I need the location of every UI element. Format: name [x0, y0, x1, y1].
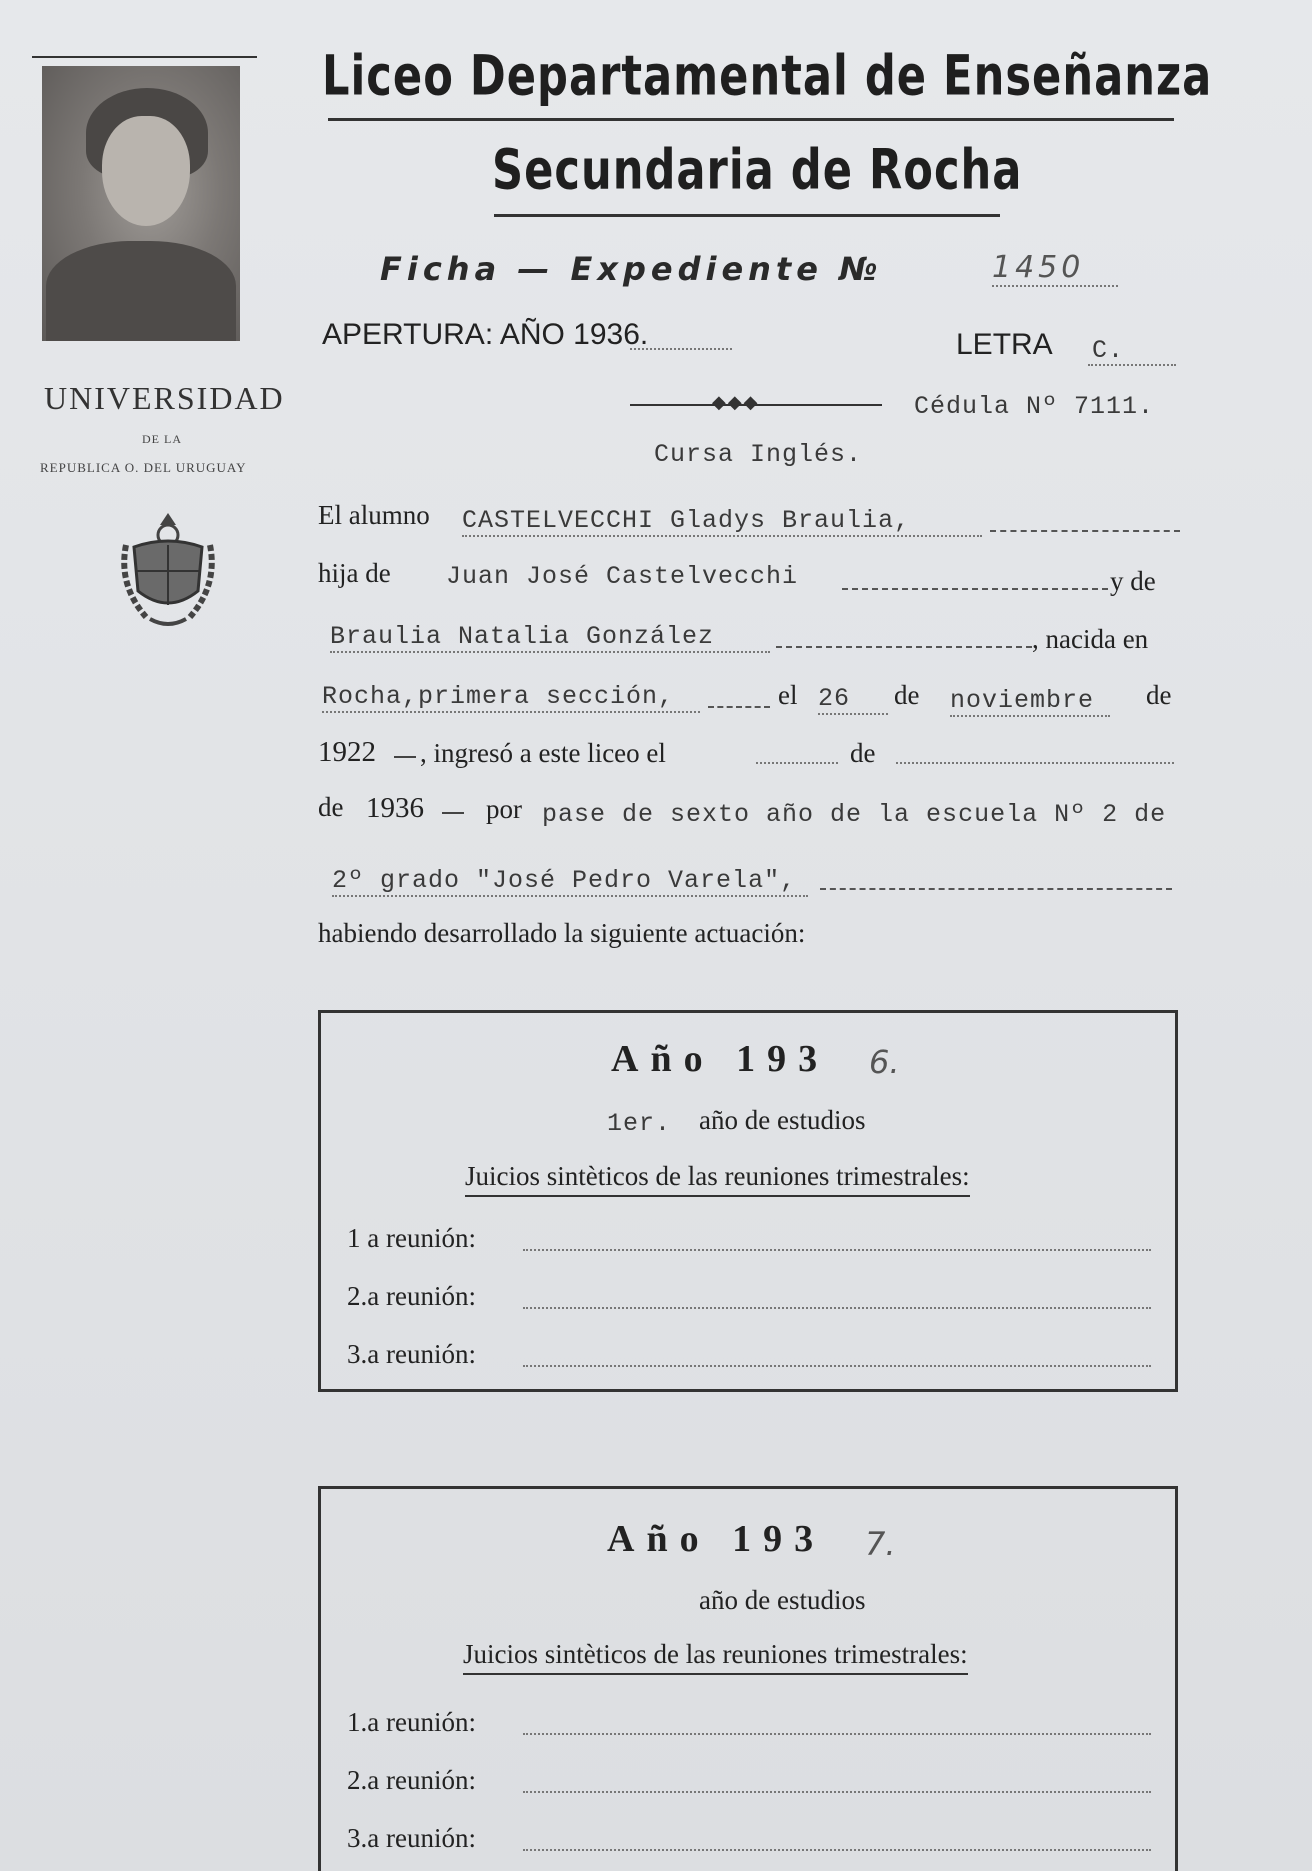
title-rule-2 [494, 214, 1000, 217]
reunion-1-label: 1 a reunión: [347, 1223, 476, 1253]
entry-day-dotline [756, 760, 838, 764]
ficha-label: Ficha — Expediente № [380, 250, 883, 288]
entry-year-dash [442, 812, 464, 814]
de-label-1: de [894, 680, 920, 710]
ingreso-label: , ingresó a este liceo el [420, 738, 666, 768]
ficha-number: 1450 [992, 250, 1118, 287]
title-line-1: Liceo Departamental de Enseñanza [322, 43, 1213, 109]
uruguay-coat-of-arms-icon [116, 505, 220, 633]
juicios-heading: Juicios sintèticos de las reuniones trimestrales: [465, 1161, 970, 1197]
apertura-label: APERTURA: AÑO 1936. [322, 318, 649, 351]
birth-month: noviembre [950, 686, 1110, 717]
reunion-3-label: 3.a reunión: [347, 1823, 476, 1853]
y-de-label: y de [1110, 566, 1156, 596]
title-rule-1 [328, 118, 1174, 121]
year-title-suffix: 7. [865, 1525, 896, 1563]
estudios-label: año de estudios [699, 1585, 866, 1615]
de-label-4: de [318, 792, 344, 822]
student-dash [990, 528, 1180, 532]
cedula-number: Cédula Nº 7111. [914, 392, 1155, 421]
mother-name: Braulia Natalia González [330, 622, 770, 653]
por-label: por [486, 794, 522, 824]
reunion-2-field[interactable] [523, 1305, 1151, 1309]
birthplace-dash [708, 704, 770, 708]
year-title: Año 193 [611, 1038, 830, 1080]
de-label-3: de [850, 738, 876, 768]
reunion-3-field[interactable] [523, 1363, 1151, 1367]
year-level: 1er. [607, 1109, 672, 1138]
de-label-2: de [1146, 680, 1172, 710]
university-de-la: DE LA [142, 432, 182, 446]
school-dash [820, 886, 1172, 890]
estudios-label: año de estudios [699, 1105, 866, 1135]
birth-day: 26 [818, 684, 888, 715]
juicios-heading: Juicios sintèticos de las reuniones trimestrales: [463, 1639, 968, 1675]
hija-label: hija de [318, 558, 391, 588]
entry-month-dotline [896, 760, 1174, 764]
alumno-label: El alumno [318, 500, 430, 530]
reunion-1-field[interactable] [523, 1247, 1151, 1251]
pase-text: pase de sexto año de la escuela Nº 2 de [542, 800, 1167, 829]
ornament-icon: ◆◆◆ [712, 392, 760, 412]
school-name: 2º grado "José Pedro Varela", [332, 866, 808, 897]
father-name: Juan José Castelvecchi [446, 562, 799, 591]
reunion-1-field[interactable] [523, 1731, 1151, 1735]
reunion-2-label: 2.a reunión: [347, 1281, 476, 1311]
reunion-2-label: 2.a reunión: [347, 1765, 476, 1795]
cursa-text: Cursa Inglés. [654, 440, 863, 469]
year-box-1937 [318, 1486, 1178, 1871]
year-title-suffix: 6. [869, 1043, 900, 1081]
reunion-2-field[interactable] [523, 1789, 1151, 1793]
habiendo-text: habiendo desarrollado la siguiente actuación: [318, 918, 806, 948]
entry-year: 1936 [366, 792, 424, 824]
father-dash [842, 586, 1108, 590]
birth-year: 1922 [318, 736, 376, 768]
letra-label: LETRA [956, 328, 1053, 361]
student-photo [42, 66, 240, 341]
reunion-3-label: 3.a reunión: [347, 1339, 476, 1369]
year-box-1936 [318, 1010, 1178, 1392]
university-republic: REPUBLICA O. DEL URUGUAY [40, 460, 247, 475]
apertura-dotline [630, 346, 732, 350]
letra-dotline [1088, 362, 1176, 366]
university-name: UNIVERSIDAD [44, 380, 285, 416]
student-name: CASTELVECCHI Gladys Braulia, [462, 506, 982, 537]
el-label: el [778, 680, 798, 710]
title-line-2: Secundaria de Rocha [492, 137, 1023, 203]
birthplace: Rocha,primera sección, [322, 682, 700, 713]
year-title: Año 193 [607, 1518, 826, 1560]
mother-dash [776, 644, 1032, 648]
corner-rule [32, 56, 257, 58]
reunion-1-label: 1.a reunión: [347, 1707, 476, 1737]
reunion-3-field[interactable] [523, 1847, 1151, 1851]
nacida-label: , nacida en [1032, 624, 1149, 654]
birth-year-dash [394, 756, 416, 758]
letra-value: C. [1092, 336, 1125, 365]
